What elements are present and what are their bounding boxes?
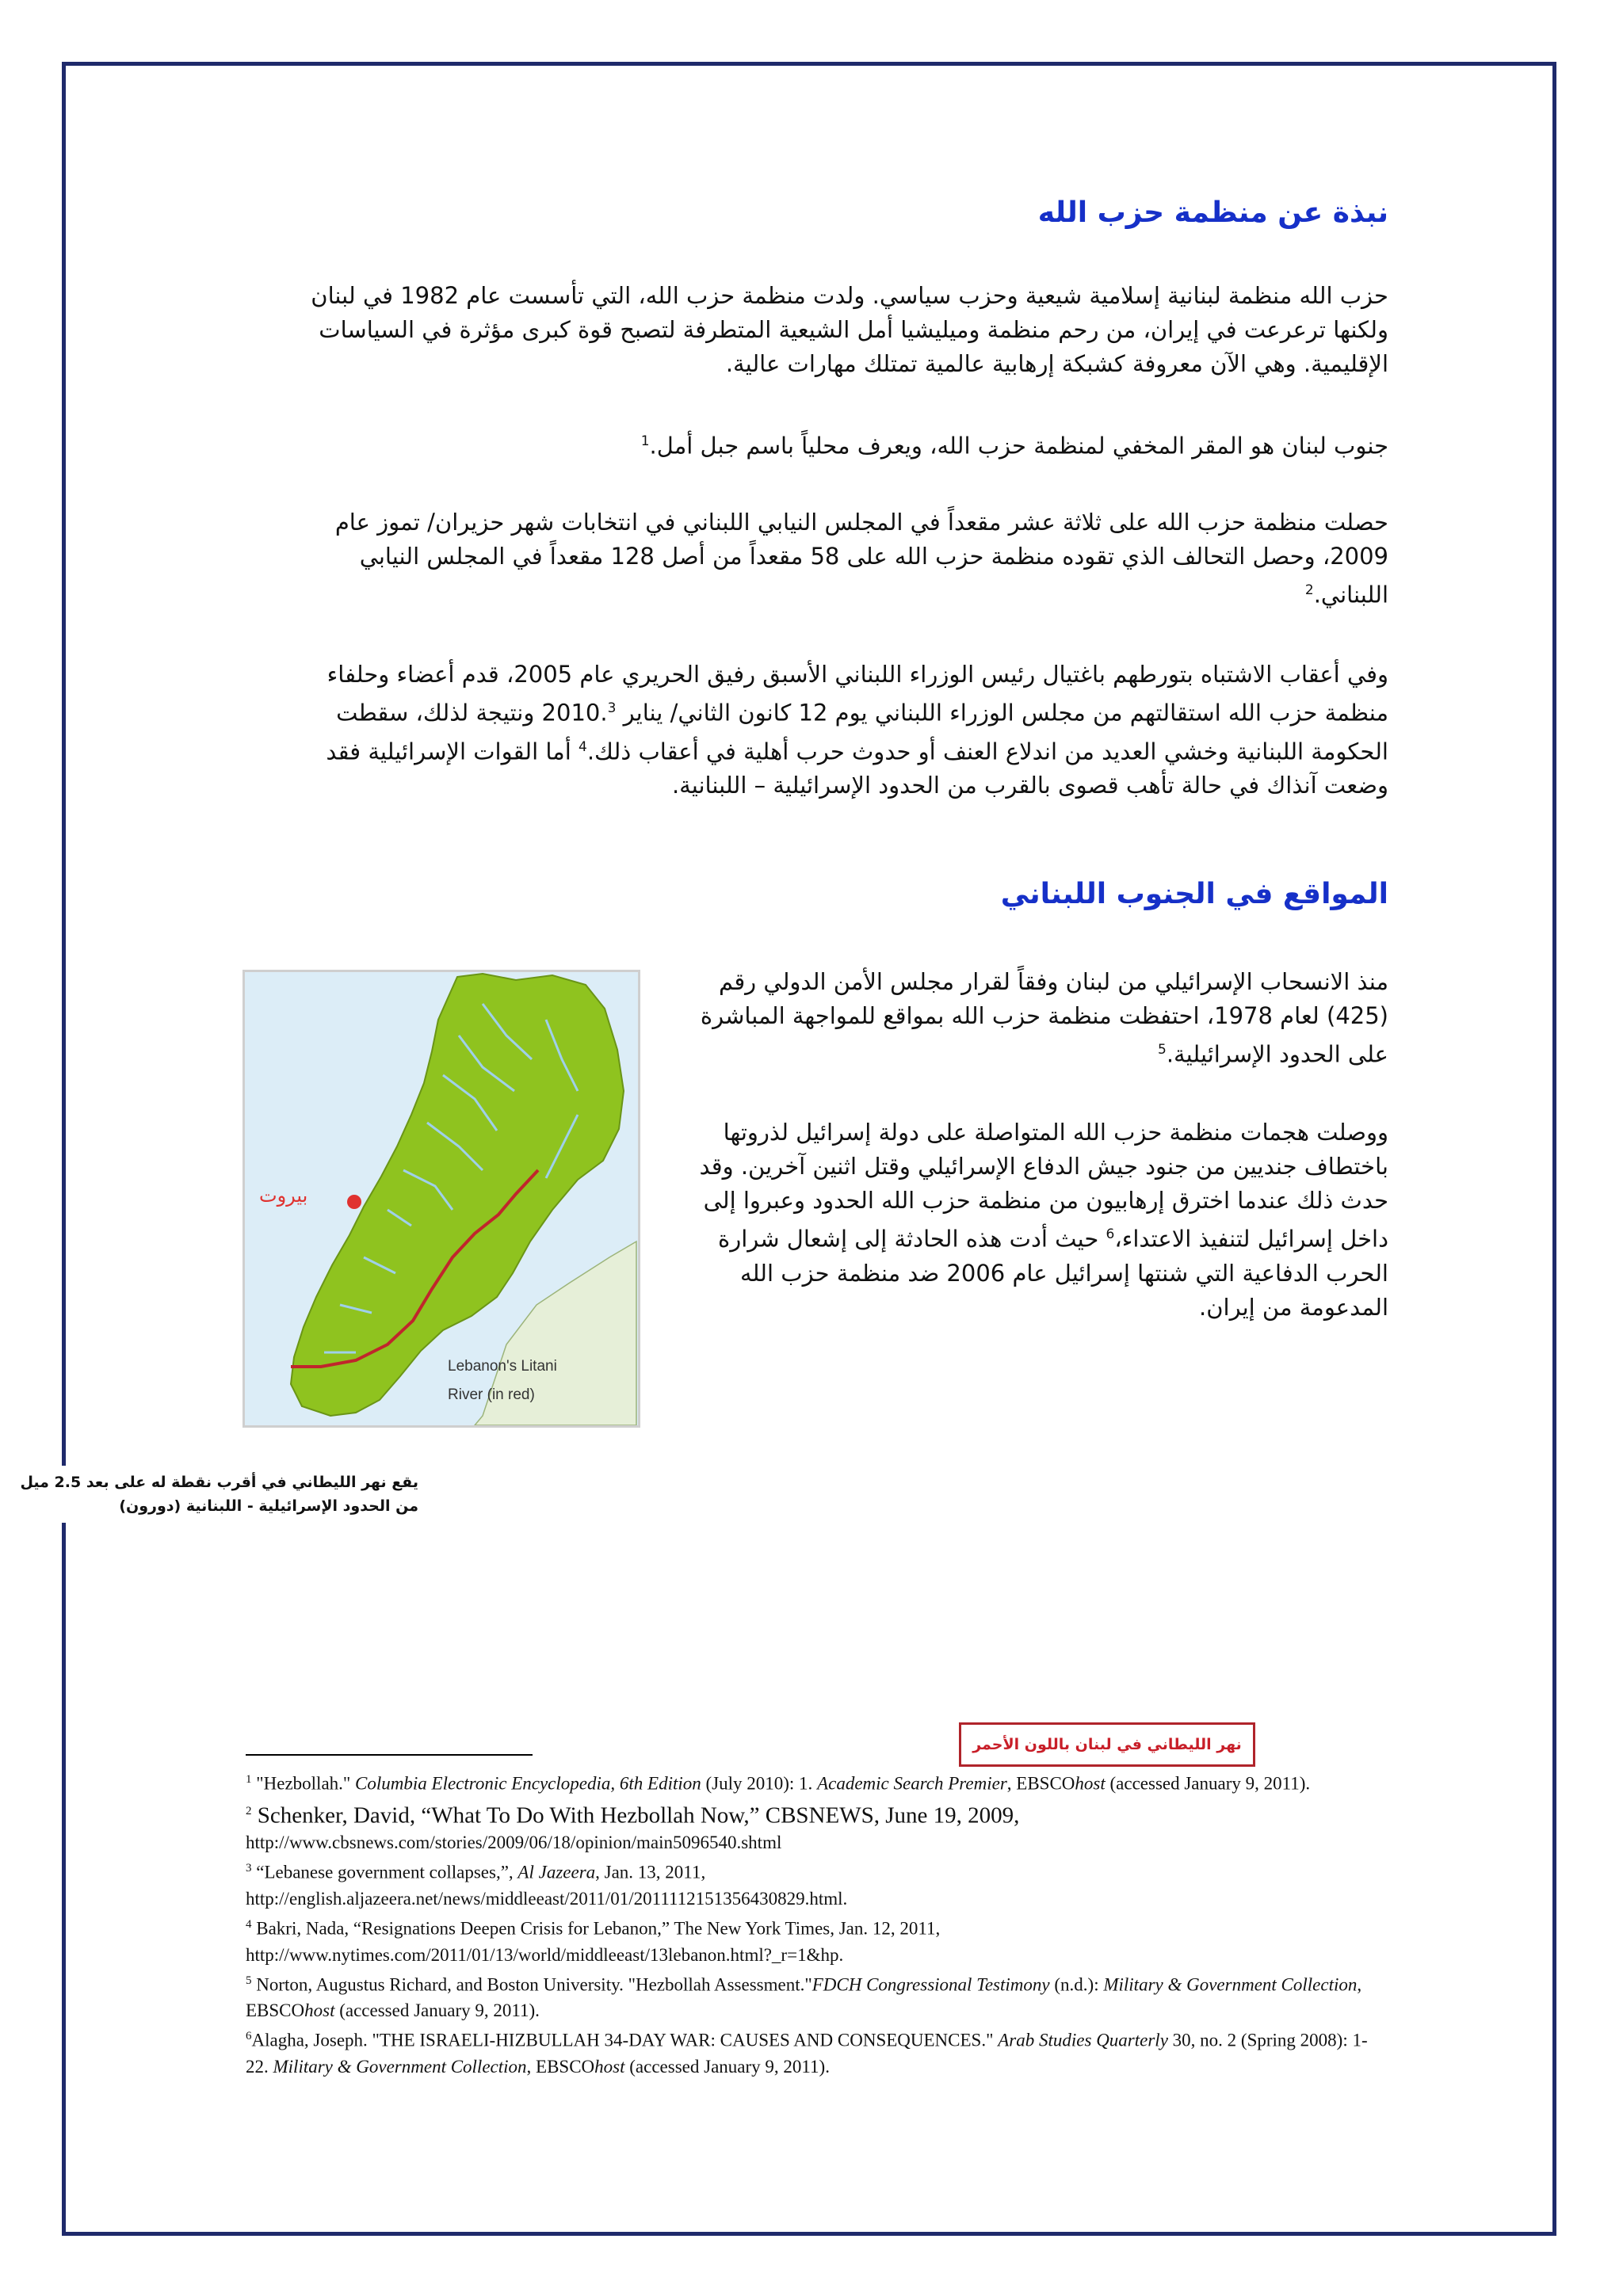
footnote-1-database: Academic Search Premier	[817, 1773, 1007, 1794]
footnote-1-text-c: , EBSCO	[1006, 1773, 1075, 1794]
footnote-2-url[interactable]: http://www.cbsnews.com/stories/2009/06/18/opinion/main5096540.shtml	[246, 1833, 782, 1853]
footnote-separator	[246, 1754, 533, 1756]
paragraph-government-collapse	[277, 658, 1388, 803]
paragraph-headquarters	[277, 425, 1388, 463]
footnote-3-text-a: “Lebanese government collapses,”,	[251, 1862, 518, 1882]
footnote-6-database: Military & Government Collection	[273, 2056, 527, 2077]
footnote-6-text-b: 30, no. 2 (Spring 2008): 1-22.	[246, 2030, 1368, 2077]
footnote-6-source: Arab Studies Quarterly	[998, 2030, 1168, 2050]
paragraph-withdrawal-text: منذ الانسحاب الإسرائيلي من لبنان وفقاً لقرار مجلس الأمن الدولي رقم (425) لعام 1978، احتفظت منظمة حزب الله بمواقع للمواجهة المباشرة على الحدود الإسرائيلية.	[700, 968, 1388, 1068]
map-caption-line-1: Lebanon's Litani	[448, 1358, 557, 1375]
footnote-1-text-b: (July 2010): 1.	[701, 1773, 818, 1794]
footnote-6-text-a: Alagha, Joseph. "THE ISRAELI-HIZBULLAH 34-DAY WAR: CAUSES AND CONSEQUENCES."	[251, 2030, 999, 2050]
footnotes-section	[246, 1767, 1387, 2080]
map-caption	[448, 1352, 557, 1409]
beirut-marker	[347, 1195, 361, 1209]
footnote-2	[246, 1797, 1387, 1830]
footnote-5-source: FDCH Congressional Testimony	[812, 1974, 1050, 1995]
footnote-5-text-c: , EBSCO	[246, 1974, 1362, 2021]
footnote-3-text-b: , Jan. 13, 2011,	[595, 1862, 706, 1882]
paragraph-collapse-text-a: وفي أعقاب الاشتباه بتورطهم باغتيال رئيس الوزراء اللبناني الأسبق رفيق الحريري عام 2005، قدم أعضاء وحلفاء منظمة حزب الله استقالتهم من مجلس الوزراء اللبناني يوم 12 كانون الثاني/ يناير 2010.	[327, 661, 1388, 727]
footnote-6-text-d: (accessed January 9, 2011).	[624, 2056, 830, 2077]
footnote-1-host: host	[1075, 1773, 1106, 1794]
footnote-5-database: Military & Government Collection	[1103, 1974, 1358, 1995]
footnote-6-number: 6	[246, 2030, 252, 2043]
section-heading-about: نبذة عن منظمة حزب الله	[1037, 196, 1388, 229]
paragraph-parliament-text: حصلت منظمة حزب الله على ثلاثة عشر مقعداً في المجلس النيابي اللبناني في انتخابات شهر حزيران/ تموز عام 2009، وحصل التحالف الذي تقوده منظمة حزب الله على 58 مقعداً من أصل 128 مقعداً في المجلس النيابي اللبناني.	[334, 509, 1388, 608]
footnote-ref-3[interactable]: 3	[607, 700, 617, 716]
footnote-1-number: 1	[246, 1773, 252, 1786]
section-heading-locations: المواقع في الجنوب اللبناني	[1000, 878, 1388, 910]
footnote-ref-5[interactable]: 5	[1158, 1042, 1167, 1058]
paragraph-attacks-text-b: حيث أدت هذه الحادثة إلى إشعال شرارة الحرب الدفاعية التي شنتها إسرائيل عام 2006 ضد منظمة حزب الله المدعومة من إيران.	[718, 1225, 1388, 1321]
footnote-ref-1[interactable]: 1	[640, 433, 650, 449]
paragraph-attacks	[670, 1116, 1388, 1325]
footnote-ref-2[interactable]: 2	[1304, 582, 1314, 598]
footnote-5-number: 5	[246, 1974, 252, 1987]
footnote-5-host: host	[304, 2000, 335, 2021]
footnote-6-host: host	[594, 2056, 625, 2077]
footnote-4-url[interactable]: http://www.nytimes.com/2011/01/13/world/middleeast/13lebanon.html?_r=1&hp.	[246, 1944, 844, 1965]
footnote-1-text-a: "Hezbollah."	[251, 1773, 356, 1794]
footnote-3-url[interactable]: http://english.aljazeera.net/news/middleeast/2011/01/2011112151356430829.html.	[246, 1888, 848, 1909]
lebanon-map-image	[242, 970, 640, 1428]
paragraph-withdrawal	[670, 965, 1388, 1072]
footnote-4-number: 4	[246, 1917, 252, 1931]
footnote-2-number: 2	[246, 1804, 252, 1817]
river-legend-box: نهر الليطاني في لبنان باللون الأحمر	[959, 1722, 1255, 1767]
footnote-3-number: 3	[246, 1862, 252, 1875]
footnote-5-text-a: Norton, Augustus Richard, and Boston University. "Hezbollah Assessment."	[251, 1974, 812, 1995]
paragraph-intro: حزب الله منظمة لبنانية إسلامية شيعية وحزب سياسي. ولدت منظمة حزب الله، التي تأسست عام 1982 في لبنان ولكنها ترعرعت في إيران، من رحم منظمة وميليشيا أمل الشيعية المتطرفة لتصبح قوة كبرى مؤثرة في السياسات الإقليمية. وهي الآن معروفة كشبكة إرهابية عالمية تمتلك مهارات عالية.	[311, 282, 1388, 377]
map-distance-caption: يقع نهر الليطاني في أقرب نقطة له على بعد 2.5 ميل من الحدود الإسرائيلية - اللبنانية (دورون)	[0, 1466, 426, 1523]
footnote-ref-6[interactable]: 6	[1106, 1226, 1115, 1242]
paragraph-headquarters-text: جنوب لبنان هو المقر المخفي لمنظمة حزب الله، ويعرف محلياً باسم جبل أمل.	[649, 432, 1388, 460]
footnote-6	[246, 2023, 1387, 2080]
footnote-5-text-d: (accessed January 9, 2011).	[334, 2000, 540, 2021]
footnote-2-text: Schenker, David, “What To Do With Hezbollah Now,” CBSNEWS, June 19, 2009,	[251, 1802, 1020, 1829]
footnote-1-source: Columbia Electronic Encyclopedia, 6th Edition	[355, 1773, 701, 1794]
footnote-6-text-c: , EBSCO	[526, 2056, 595, 2077]
footnote-1-text-d: (accessed January 9, 2011).	[1105, 1773, 1311, 1794]
footnote-4-text: Bakri, Nada, “Resignations Deepen Crisis for Lebanon,” The New York Times, Jan. 12, 2011,	[251, 1918, 941, 1939]
paragraph-attacks-text-a: ووصلت هجمات منظمة حزب الله المتواصلة على دولة إسرائيل لذروتها باختطاف جنديين من جنود جيش الدفاع الإسرائيلي وقتل اثنين آخرين. وقد حدث ذلك عندما اخترق إرهابيون من منظمة حزب الله الحدود وعبروا إلى داخل إسرائيل لتنفيذ الاعتداء،	[699, 1119, 1388, 1253]
map-caption-line-2: River (in red)	[448, 1386, 535, 1403]
footnote-5-text-b: (n.d.):	[1049, 1974, 1104, 1995]
map-city-label-beirut: بيروت	[259, 1184, 308, 1207]
footnote-1	[246, 1767, 1387, 1797]
footnote-3-source: Al Jazeera	[517, 1862, 596, 1882]
footnote-4	[246, 1912, 1387, 1942]
footnote-5	[246, 1968, 1387, 2024]
paragraph-parliament	[277, 505, 1388, 612]
paragraph-collapse-text-c: أما القوات الإسرائيلية فقد وضعت آنذاك في حالة تأهب قصوى بالقرب من الحدود الإسرائيلية – اللبنانية.	[326, 738, 1388, 799]
paragraph-collapse-text-b: ونتيجة لذلك، سقطت الحكومة اللبنانية وخشي العديد من اندلاع العنف أو حدوث حرب أهلية في أعقاب ذلك.	[336, 699, 1388, 765]
footnote-3	[246, 1855, 1387, 1886]
footnote-ref-4[interactable]: 4	[579, 738, 587, 755]
